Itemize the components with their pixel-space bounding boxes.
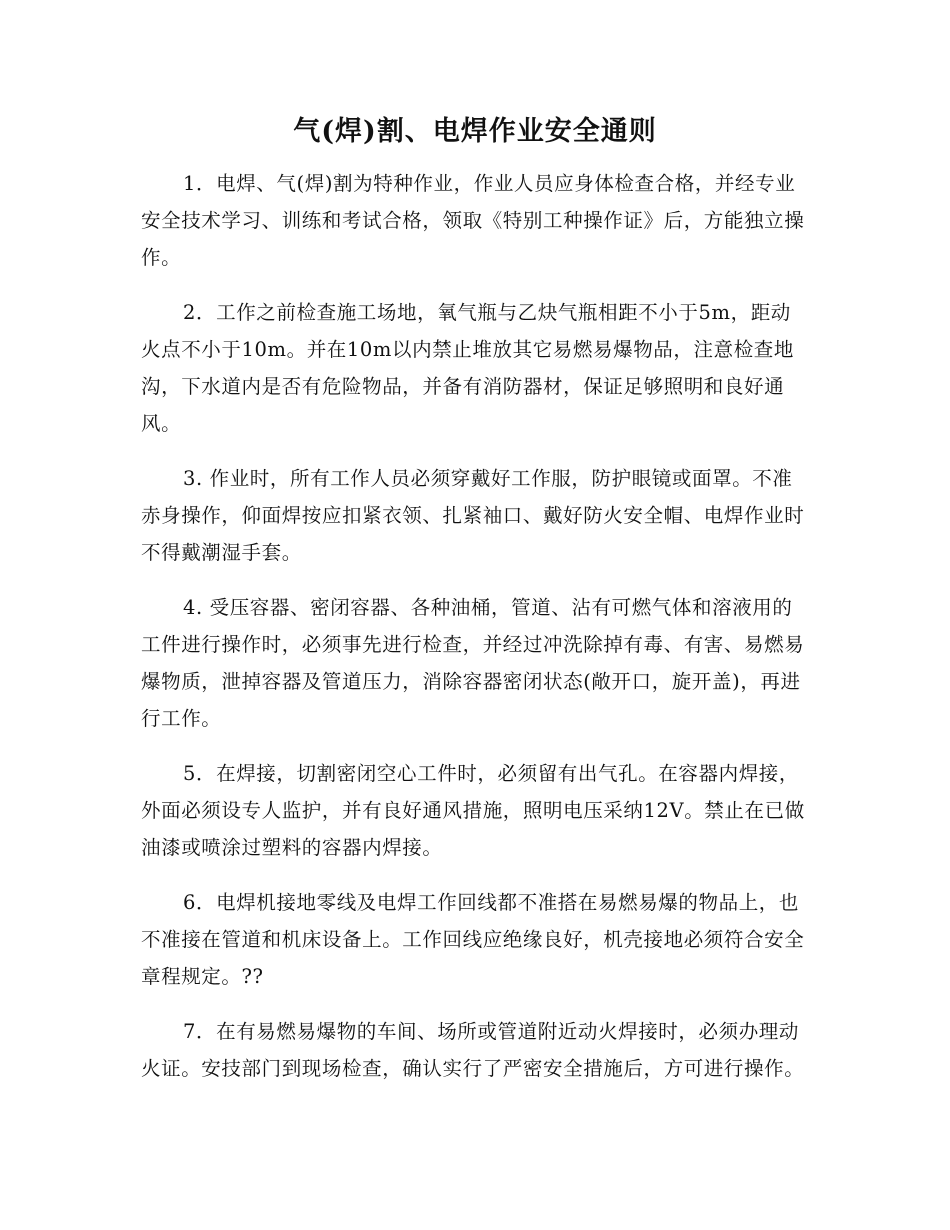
paragraph-2: 2．工作之前检查施工场地，氧气瓶与乙炔气瓶相距不小于5m，距动火点不小于10m。并在10m以内禁止堆放其它易燃易爆物品，注意检查地沟，下水道内是否有危险物品，并备有消防器材，保证足够照明和良好通风。 <box>141 301 795 435</box>
document-body <box>141 165 809 1105</box>
paragraph-5: 5．在焊接，切割密闭空心工件时，必须留有出气孔。在容器内焊接，外面必须设专人监护，并有良好通风措施，照明电压采纳12V。禁止在已做油漆或喷涂过塑料的容器内焊接。 <box>141 762 805 859</box>
paragraph-4: 4. 受压容器、密闭容器、各种油桶，管道、沾有可燃气体和溶液用的工件进行操作时，必须事先进行检查，并经过冲洗除掉有毒、有害、易燃易爆物质，泄掉容器及管道压力，消除容器密闭状态(敞开口，旋开盖)，再进行工作。 <box>141 596 805 730</box>
paragraph-1: 1．电焊、气(焊)割为特种作业，作业人员应身体检查合格，并经专业安全技术学习、训练和考试合格，领取《特别工种操作证》后，方能独立操作。 <box>141 172 805 269</box>
paragraph-3: 3. 作业时，所有工作人员必须穿戴好工作服，防护眼镜或面罩。不准赤身操作，仰面焊按应扣紧衣领、扎紧袖口、戴好防火安全帽、电焊作业时不得戴潮湿手套。 <box>141 467 805 564</box>
paragraph-7: 7．在有易燃易爆物的车间、场所或管道附近动火焊接时，必须办理动火证。安技部门到现场检查，确认实行了严密安全措施后，方可进行操作。 <box>141 1020 805 1080</box>
paragraph-6: 6．电焊机接地零线及电焊工作回线都不准搭在易燃易爆的物品上，也不准接在管道和机床设备上。工作回线应绝缘良好，机壳接地必须符合安全章程规定。?? <box>141 891 805 988</box>
document-title: 气(焊)割、电焊作业安全通则 <box>293 116 657 147</box>
